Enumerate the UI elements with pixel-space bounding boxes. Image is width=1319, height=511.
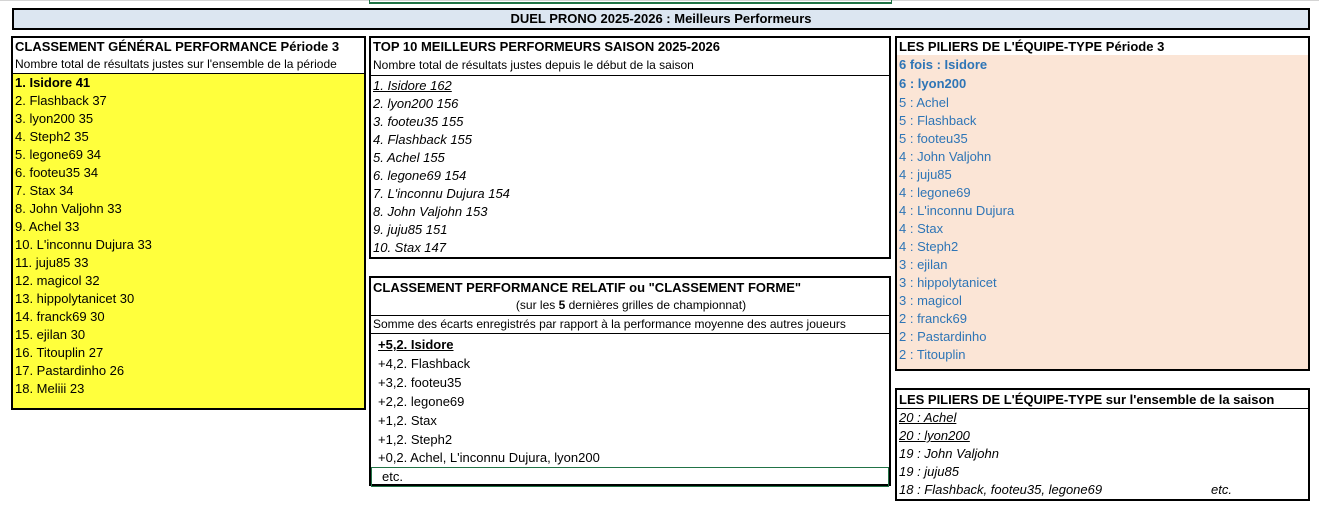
list-item[interactable]: 3 : magicol bbox=[899, 293, 962, 308]
list-item[interactable]: 4. Flashback 155 bbox=[373, 132, 473, 147]
forme-ranking-subtitle bbox=[371, 296, 889, 313]
list-item[interactable]: 6. legone69 154 bbox=[373, 168, 467, 183]
list-item[interactable]: 9. juju85 151 bbox=[373, 222, 448, 237]
general-ranking-panel bbox=[11, 36, 366, 410]
forme-subtitle-count: 5 bbox=[558, 298, 566, 312]
list-item[interactable]: +1,2. Steph2 bbox=[378, 432, 453, 447]
list-item[interactable]: +3,2. footeu35 bbox=[378, 375, 462, 390]
list-item[interactable]: +5,2. Isidore bbox=[378, 337, 454, 352]
general-ranking-header: CLASSEMENT GÉNÉRAL PERFORMANCE Période 3 bbox=[15, 39, 340, 54]
list-item[interactable]: 19 : John Valjohn bbox=[899, 446, 999, 461]
forme-etc-cell[interactable]: etc. bbox=[371, 467, 889, 487]
piliers-saison-header: LES PILIERS DE L'ÉQUIPE-TYPE sur l'ensemble de la saison bbox=[899, 392, 1275, 407]
list-item[interactable]: 1. Isidore 162 bbox=[373, 78, 452, 93]
piliers-periode-list bbox=[897, 55, 1308, 369]
list-item[interactable]: 18. Meliii 23 bbox=[15, 381, 85, 396]
list-item[interactable]: +2,2. legone69 bbox=[378, 394, 465, 409]
top10-subtitle: Nombre total de résultats justes depuis le début de la saison bbox=[373, 58, 694, 72]
forme-ranking-panel bbox=[369, 276, 891, 486]
forme-ranking-header: CLASSEMENT PERFORMANCE RELATIF ou "CLASSEMENT FORME" bbox=[373, 280, 802, 295]
list-item[interactable]: 20 : lyon200 bbox=[899, 428, 970, 443]
list-item[interactable]: 2 : franck69 bbox=[899, 311, 967, 326]
list-item[interactable]: 4 : L'inconnu Dujura bbox=[899, 203, 1015, 218]
piliers-saison-row-text: 18 : Flashback, footeu35, legone69 bbox=[899, 482, 1103, 497]
list-item[interactable]: 6 fois : Isidore bbox=[899, 57, 988, 72]
list-item[interactable]: 4 : Stax bbox=[899, 221, 944, 236]
list-item[interactable]: 4. Steph2 35 bbox=[15, 129, 89, 144]
top10-list bbox=[371, 76, 889, 257]
list-item[interactable]: 2 : Titouplin bbox=[899, 347, 966, 362]
list-item[interactable]: 6. footeu35 34 bbox=[15, 165, 99, 180]
list-item[interactable]: 10. L'inconnu Dujura 33 bbox=[15, 237, 152, 252]
list-item[interactable]: 13. hippolytanicet 30 bbox=[15, 291, 135, 306]
piliers-saison-panel bbox=[895, 388, 1310, 501]
list-item[interactable]: 5 : Achel bbox=[899, 95, 949, 110]
list-item[interactable]: 5 : Flashback bbox=[899, 113, 977, 128]
piliers-saison-list bbox=[897, 409, 1308, 499]
list-item[interactable]: 17. Pastardinho 26 bbox=[15, 363, 125, 378]
sheet-title: DUEL PRONO 2025-2026 : Meilleurs Performeurs bbox=[12, 8, 1310, 30]
list-item[interactable]: 8. John Valjohn 33 bbox=[15, 201, 122, 216]
list-item[interactable]: 5 : footeu35 bbox=[899, 131, 968, 146]
list-item[interactable]: 5. legone69 34 bbox=[15, 147, 102, 162]
list-item[interactable]: 5. Achel 155 bbox=[373, 150, 445, 165]
forme-list bbox=[371, 334, 889, 466]
list-item[interactable]: 3 : ejilan bbox=[899, 257, 948, 272]
list-item[interactable]: 7. L'inconnu Dujura 154 bbox=[373, 186, 510, 201]
list-item[interactable] bbox=[897, 481, 1308, 499]
list-item[interactable]: 10. Stax 147 bbox=[373, 240, 446, 255]
forme-subtitle-prefix: (sur les bbox=[515, 298, 559, 312]
list-item[interactable]: 2. Flashback 37 bbox=[15, 93, 107, 108]
list-item[interactable]: 3. footeu35 155 bbox=[373, 114, 464, 129]
list-item[interactable]: 7. Stax 34 bbox=[15, 183, 74, 198]
piliers-periode-panel bbox=[895, 36, 1310, 371]
list-item[interactable]: 12. magicol 32 bbox=[15, 273, 100, 288]
list-item[interactable]: 4 : John Valjohn bbox=[899, 149, 992, 164]
forme-subtitle-suffix: dernières grilles de championnat) bbox=[565, 298, 747, 312]
list-item[interactable]: 1. Isidore 41 bbox=[15, 75, 91, 90]
list-item[interactable]: 11. juju85 33 bbox=[15, 255, 89, 270]
list-item[interactable]: 2. lyon200 156 bbox=[373, 96, 459, 111]
list-item[interactable]: +0,2. Achel, L'inconnu Dujura, lyon200 bbox=[378, 450, 600, 465]
selected-cell-range-indicator[interactable] bbox=[369, 0, 892, 4]
list-item[interactable]: 3. lyon200 35 bbox=[15, 111, 94, 126]
list-item[interactable]: 3 : hippolytanicet bbox=[899, 275, 997, 290]
list-item[interactable]: 8. John Valjohn 153 bbox=[373, 204, 488, 219]
list-item[interactable]: 4 : Steph2 bbox=[899, 239, 959, 254]
general-ranking-subtitle: Nombre total de résultats justes sur l'ensemble de la période bbox=[15, 57, 337, 71]
list-item[interactable]: 9. Achel 33 bbox=[15, 219, 80, 234]
piliers-periode-header: LES PILIERS DE L'ÉQUIPE-TYPE Période 3 bbox=[899, 39, 1165, 54]
top10-header: TOP 10 MEILLEURS PERFORMEURS SAISON 2025-2026 bbox=[373, 39, 721, 54]
list-item[interactable]: 14. franck69 30 bbox=[15, 309, 105, 324]
list-item[interactable]: 15. ejilan 30 bbox=[15, 327, 86, 342]
general-ranking-list bbox=[13, 74, 364, 408]
list-item[interactable]: 20 : Achel bbox=[899, 410, 957, 425]
list-item[interactable]: 4 : juju85 bbox=[899, 167, 952, 182]
piliers-saison-etc: etc. bbox=[1211, 482, 1232, 497]
list-item[interactable]: 6 : lyon200 bbox=[899, 76, 967, 91]
top10-panel bbox=[369, 36, 891, 259]
list-item[interactable]: 4 : legone69 bbox=[899, 185, 971, 200]
forme-ranking-description: Somme des écarts enregistrés par rapport à la performance moyenne des autres joueurs bbox=[373, 317, 846, 331]
list-item[interactable]: 2 : Pastardinho bbox=[899, 329, 987, 344]
list-item[interactable]: +4,2. Flashback bbox=[378, 356, 471, 371]
list-item[interactable]: 16. Titouplin 27 bbox=[15, 345, 104, 360]
list-item[interactable]: +1,2. Stax bbox=[378, 413, 437, 428]
list-item[interactable]: 19 : juju85 bbox=[899, 464, 959, 479]
